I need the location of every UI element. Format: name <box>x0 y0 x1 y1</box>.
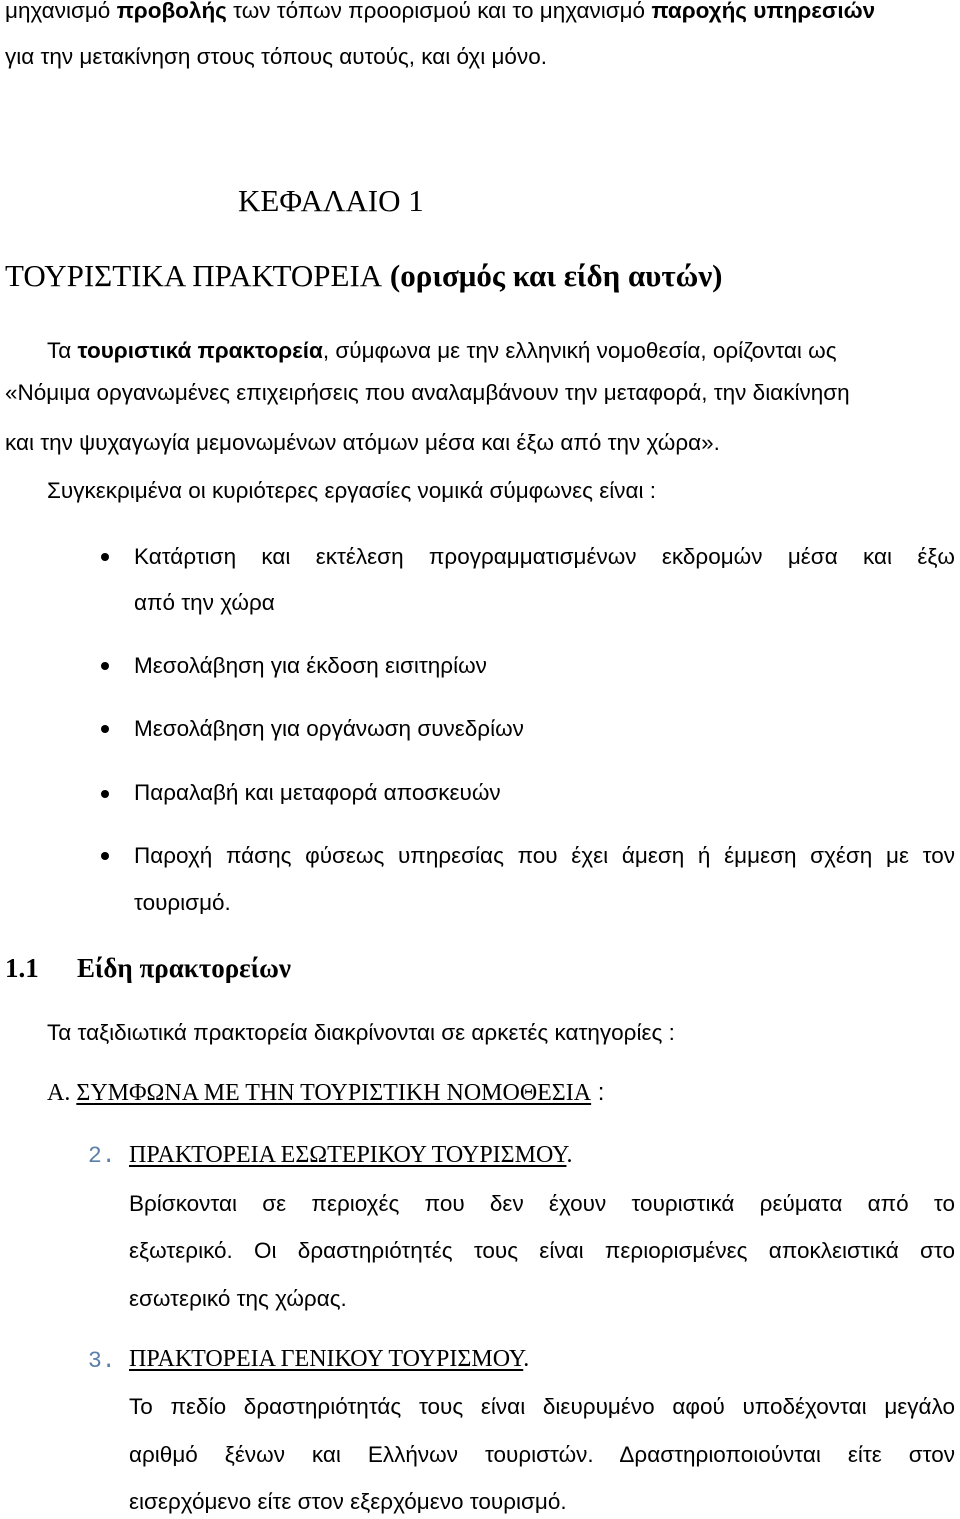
definition-text: Τα <box>47 338 78 363</box>
list-item: Παροχή πάσης φύσεως υπηρεσίας που έχει άμεση ή έμμεση σχέση με τον <box>134 843 955 868</box>
list-item: Μεσολάβηση για έκδοση εισιτηρίων <box>134 653 487 678</box>
category-a-title: ΣΥΜΦΩΝΑ ΜΕ ΤΗΝ ΤΟΥΡΙΣΤΙΚΗ ΝΟΜΟΘΕΣΙΑ <box>76 1080 592 1106</box>
type-heading <box>129 1140 572 1170</box>
type-title: ΠΡΑΚΤΟΡΕΙΑ ΓΕΝΙΚΟΥ ΤΟΥΡΙΣΜΟΥ <box>129 1346 524 1372</box>
type-description-line: εισερχόμενο είτε στον εξερχόμενο τουρισμό. <box>129 1489 567 1514</box>
definition-line-1 <box>47 336 837 366</box>
type-description-line: Το πεδίο δραστηριότητάς τους είναι διευρυμένο αφού υποδέχονται μεγάλο <box>129 1394 955 1419</box>
bullet-icon <box>101 662 109 670</box>
bullet-icon <box>101 553 109 561</box>
definition-text: , σύμφωνα με την ελληνική νομοθεσία, ορίζονται ως <box>322 338 837 363</box>
chapter-title-sub: (ορισμός και είδη αυτών) <box>382 258 723 293</box>
chapter-title <box>5 258 723 294</box>
list-item: Μεσολάβηση για οργάνωση συνεδρίων <box>134 716 524 741</box>
list-item-continuation: από την χώρα <box>134 590 275 615</box>
chapter-label: ΚΕΦΑΛΑΙΟ 1 <box>238 183 424 218</box>
type-heading <box>129 1344 529 1374</box>
definition-line-4: Συγκεκριμένα οι κυριότερες εργασίες νομικά σύμφωνες είναι : <box>47 478 656 503</box>
list-item: Κατάρτιση και εκτέλεση προγραμματισμένων εκδρομών μέσα και έξω <box>134 544 955 569</box>
section-intro: Τα ταξιδιωτικά πρακτορεία διακρίνονται σε αρκετές κατηγορίες : <box>47 1020 675 1045</box>
type-number: 2. <box>88 1143 116 1169</box>
type-title-suffix: . <box>566 1142 573 1168</box>
intro-text: μηχανισμό <box>5 0 117 23</box>
bullet-icon <box>101 790 109 798</box>
definition-bold-term: τουριστικά πρακτορεία <box>77 338 323 363</box>
category-a-prefix: Α. <box>47 1080 77 1106</box>
intro-line-1 <box>5 0 875 26</box>
bullet-icon <box>101 852 109 860</box>
type-title: ΠΡΑΚΤΟΡΕΙΑ ΕΣΩΤΕΡΙΚΟΥ ΤΟΥΡΙΣΜΟΥ <box>129 1142 567 1168</box>
category-a-heading <box>47 1078 604 1108</box>
intro-line-2: για την μετακίνηση στους τόπους αυτούς, και όχι μόνο. <box>5 44 547 69</box>
definition-line-3: και την ψυχαγωγία μεμονωμένων ατόμων μέσα και έξω από την χώρα». <box>5 430 720 455</box>
type-description-line: Βρίσκονται σε περιοχές που δεν έχουν τουριστικά ρεύματα από το <box>129 1191 955 1216</box>
list-item: Παραλαβή και μεταφορά αποσκευών <box>134 780 501 805</box>
type-number: 3. <box>88 1348 116 1374</box>
section-number: 1.1 <box>5 953 39 983</box>
type-title-suffix: . <box>523 1346 530 1372</box>
intro-bold-services: παροχής υπηρεσιών <box>651 0 876 23</box>
intro-text: των τόπων προορισμού και το μηχανισμό <box>226 0 652 23</box>
intro-bold-projection: προβολής <box>116 0 227 23</box>
category-a-suffix: : <box>591 1079 605 1106</box>
bullet-icon <box>101 725 109 733</box>
type-description-line: εξωτερικό. Οι δραστηριότητές τους είναι περιορισμένες αποκλειστικά στο <box>129 1238 955 1263</box>
definition-line-2: «Νόμιμα οργανωμένες επιχειρήσεις που αναλαμβάνουν την μεταφορά, την διακίνηση <box>5 380 850 405</box>
chapter-title-main: ΤΟΥΡΙΣΤΙΚΑ ΠΡΑΚΤΟΡΕΙΑ <box>5 258 383 293</box>
type-description-line: αριθμό ξένων και Ελλήνων τουριστών. Δραστηριοποιούνται είτε στον <box>129 1442 955 1467</box>
section-title: Είδη πρακτορείων <box>77 953 291 983</box>
list-item-continuation: τουρισμό. <box>134 890 231 915</box>
type-description-line: εσωτερικό της χώρας. <box>129 1286 347 1311</box>
